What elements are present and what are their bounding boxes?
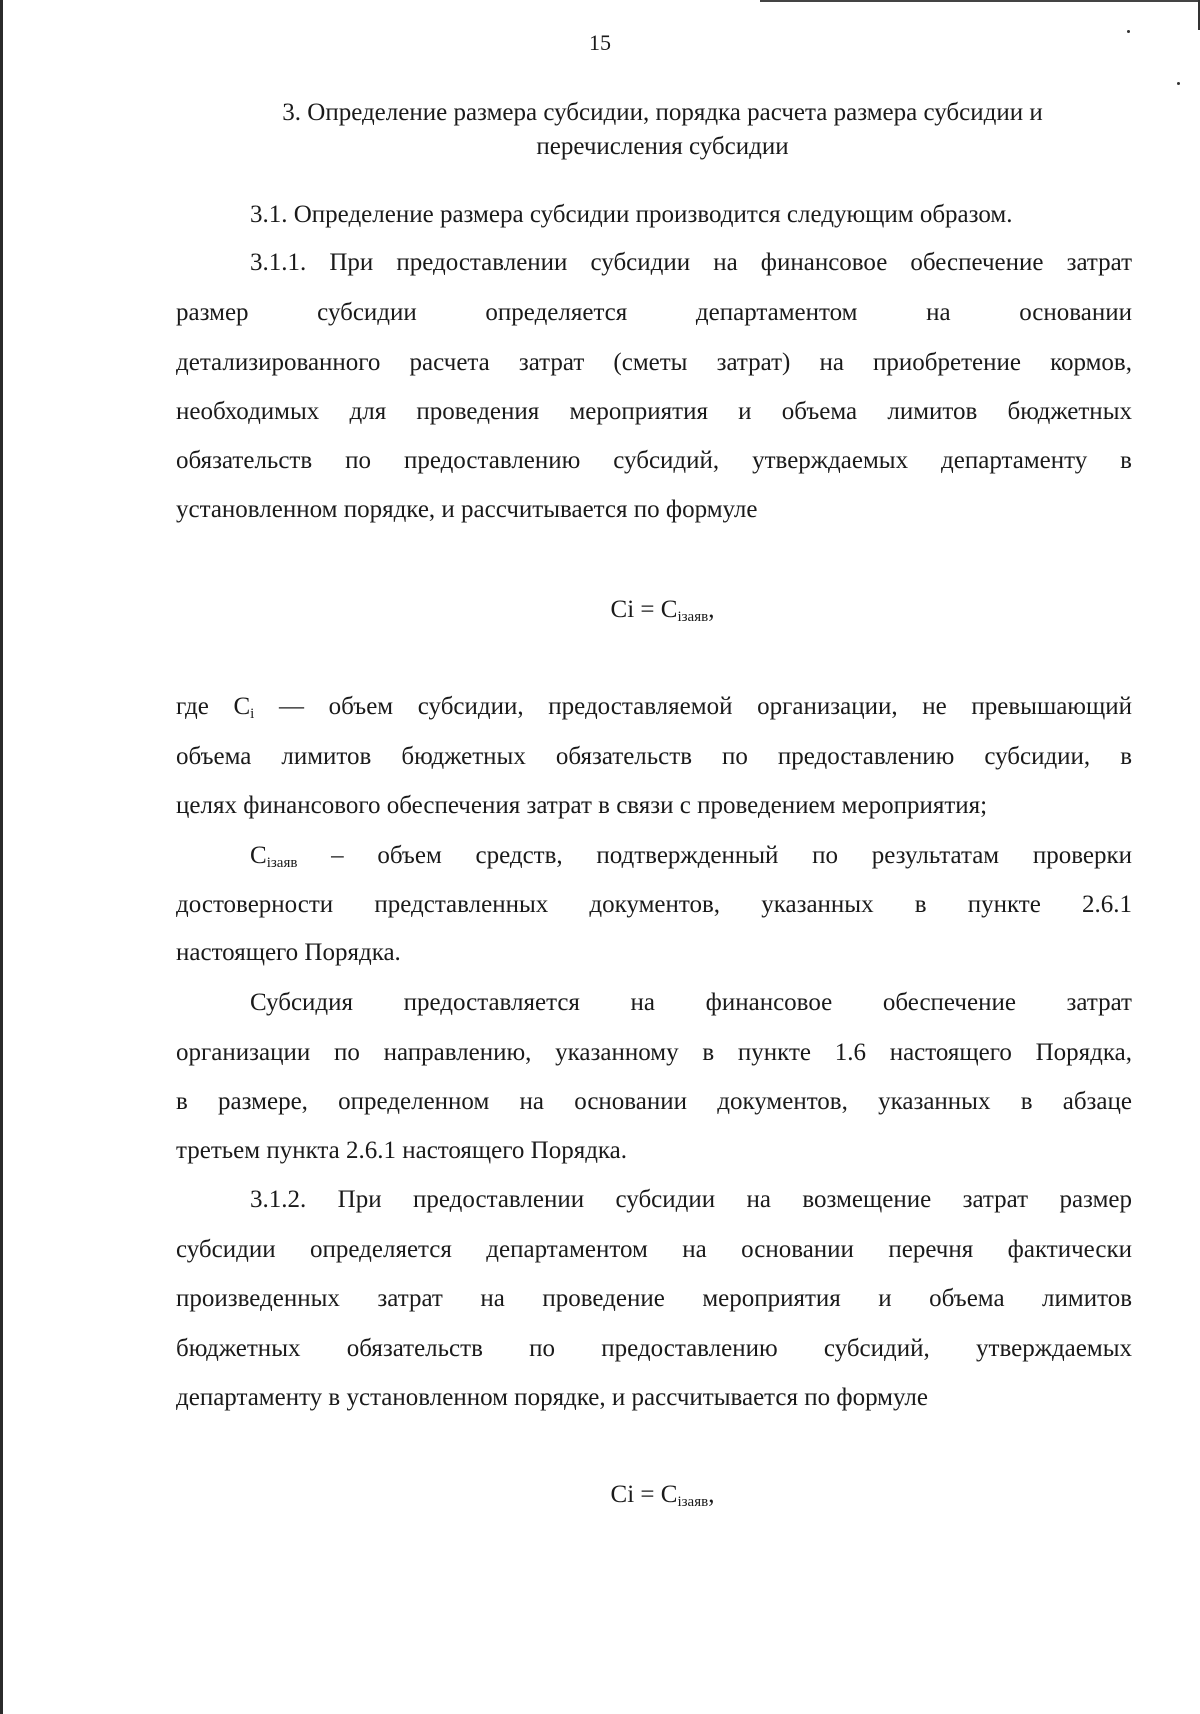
cizayav-line: достоверности представленных документов, указанных в пункте 2.6.1: [176, 891, 1132, 918]
cizayav-line: настоящего Порядка.: [176, 939, 401, 966]
formula-subscript: iзаяв: [677, 1494, 709, 1510]
paragraph-3-1-2-line: департаменту в установленном порядке, и рассчитывается по формуле: [176, 1384, 928, 1411]
scan-edge-left: [0, 0, 3, 1714]
where-line: целях финансового обеспечения затрат в связи с проведением мероприятия;: [176, 792, 988, 819]
scan-edge-top: [760, 0, 1200, 2]
cizayav-line: [250, 841, 1132, 871]
heading-line: 3. Определение размера субсидии, порядка расчета размера субсидии и: [282, 99, 1043, 126]
subsidy-paragraph-line: организации по направлению, указанному в пункте 1.6 настоящего Порядка,: [176, 1039, 1132, 1066]
paragraph-3-1-1-line: размер субсидии определяется департаментом на основании: [176, 299, 1132, 326]
paragraph-3-1-1-line: детализированного расчета затрат (сметы затрат) на приобретение кормов,: [176, 349, 1132, 376]
paragraph-3-1-2-line: субсидии определяется департаментом на основании перечня фактически: [176, 1236, 1132, 1263]
where-subscript: i: [250, 706, 255, 722]
formula-main: Ci = C: [610, 596, 678, 623]
paragraph-3-1-1-line: необходимых для проведения мероприятия и объема лимитов бюджетных: [176, 398, 1132, 425]
formula: [0, 595, 1200, 625]
paragraph-3-1-1-line: обязательств по предоставлению субсидий, утверждаемых департаменту в: [176, 447, 1132, 474]
scan-speck: [1177, 82, 1180, 85]
where-text: — объем субсидии, предоставляемой организации, не превышающий: [254, 693, 1132, 720]
paragraph-3-1: 3.1. Определение размера субсидии производится следующим образом.: [250, 201, 1013, 228]
paragraph-3-1-2-line: бюджетных обязательств по предоставлению субсидий, утверждаемых: [176, 1335, 1132, 1362]
formula: [0, 1480, 1200, 1510]
paragraph-3-1-1-line: установленном порядке, и рассчитывается по формуле: [176, 496, 758, 523]
page-number: 15: [589, 30, 611, 55]
where-line: объема лимитов бюджетных обязательств по предоставлению субсидии, в: [176, 743, 1132, 770]
cizayav-symbol: C: [250, 842, 267, 869]
formula-subscript: iзаяв: [677, 609, 709, 625]
cizayav-subscript: iзаяв: [266, 855, 298, 871]
subsidy-paragraph-line: в размере, определенном на основании документов, указанных в абзаце: [176, 1088, 1132, 1115]
where-line: [176, 692, 1132, 722]
formula-tail: ,: [708, 596, 715, 623]
heading-line: перечисления субсидии: [536, 133, 789, 160]
where-symbol: где C: [176, 693, 251, 720]
subsidy-paragraph-line: Субсидия предоставляется на финансовое обеспечение затрат: [250, 989, 1132, 1016]
paragraph-3-1-1-line: 3.1.1. При предоставлении субсидии на финансовое обеспечение затрат: [250, 249, 1132, 276]
section-heading: [175, 96, 1150, 164]
paragraph-3-1-2-line: 3.1.2. При предоставлении субсидии на возмещение затрат размер: [250, 1186, 1132, 1213]
cizayav-text: – объем средств, подтвержденный по результатам проверки: [297, 842, 1132, 869]
formula-tail: ,: [708, 1481, 715, 1508]
paragraph-3-1-2-line: произведенных затрат на проведение мероприятия и объема лимитов: [176, 1285, 1132, 1312]
subsidy-paragraph-line: третьем пункта 2.6.1 настоящего Порядка.: [176, 1137, 628, 1164]
formula-main: Ci = C: [610, 1481, 678, 1508]
